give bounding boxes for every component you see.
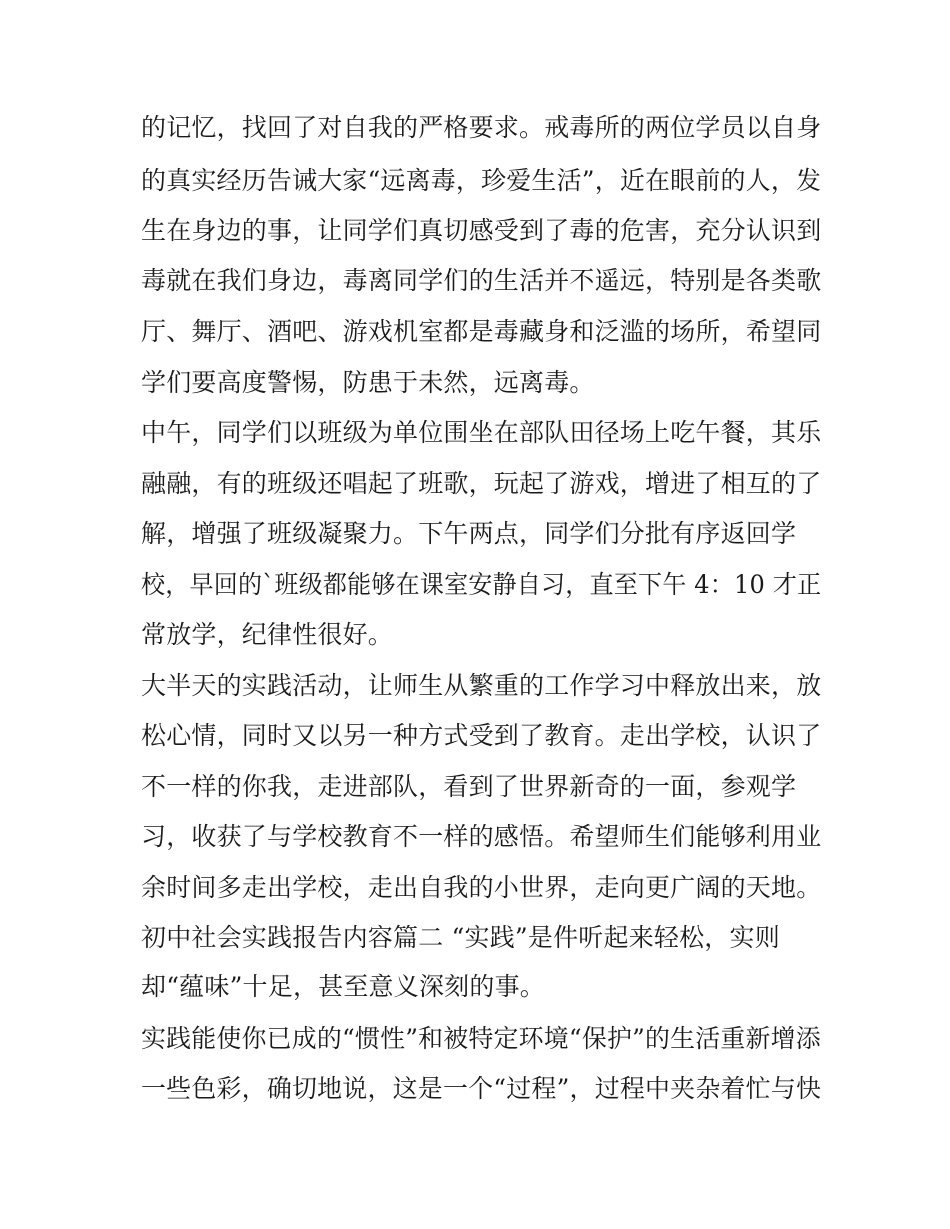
text-line: 一些色彩，确切地说，这是一个“过程”，过程中夹杂着忙与快 [141, 1074, 822, 1103]
text-line: 中午，同学们以班级为单位围坐在部队田径场上吃午餐，其乐 [141, 418, 822, 447]
text-line: 却“蕴味”十足，甚至意义深刻的事。 [141, 972, 545, 1001]
text-line: 厅、舞厅、酒吧、游戏机室都是毒藏身和泛滥的场所，希望同 [141, 317, 822, 346]
text-line: 毒就在我们身边，毒离同学们的生活并不遥远，特别是各类歌 [141, 266, 822, 295]
text-line: 习，收获了与学校教育不一样的感悟。希望师生们能够利用业 [141, 822, 822, 851]
text-line: 常放学，纪律性很好。 [141, 620, 394, 649]
text-line: 的真实经历告诫大家“远离毒，珍爱生活”，近在眼前的人，发 [141, 166, 822, 195]
text-line: 校，早回的`班级都能够在课室安静自习，直至下午 4：10 才正 [141, 570, 822, 599]
text-line: 大半天的实践活动，让师生从繁重的工作学习中释放出来，放 [141, 671, 822, 700]
text-line: 解，增强了班级凝聚力。下午两点，同学们分批有序返回学 [141, 519, 797, 548]
text-line: 不一样的你我，走进部队，看到了世界新奇的一面，参观学 [141, 772, 797, 801]
text-line: 初中社会实践报告内容篇二 “实践”是件听起来轻松，实则 [141, 923, 780, 952]
text-line: 融融，有的班级还唱起了班歌，玩起了游戏，增进了相互的了 [141, 469, 822, 498]
text-line: 实践能使你已成的“惯性”和被特定环境“保护”的生活重新增添 [141, 1024, 821, 1053]
text-line: 松心情，同时又以另一种方式受到了教育。走出学校，认识了 [141, 721, 822, 750]
text-line: 余时间多走出学校，走出自我的小世界，走向更广阔的天地。 [141, 873, 822, 902]
text-line: 生在身边的事，让同学们真切感受到了毒的危害，充分认识到 [141, 216, 822, 245]
text-line: 的记忆，找回了对自我的严格要求。戒毒所的两位学员以自身 [141, 113, 822, 142]
text-line: 学们要高度警惕，防患于未然，远离毒。 [141, 368, 595, 397]
